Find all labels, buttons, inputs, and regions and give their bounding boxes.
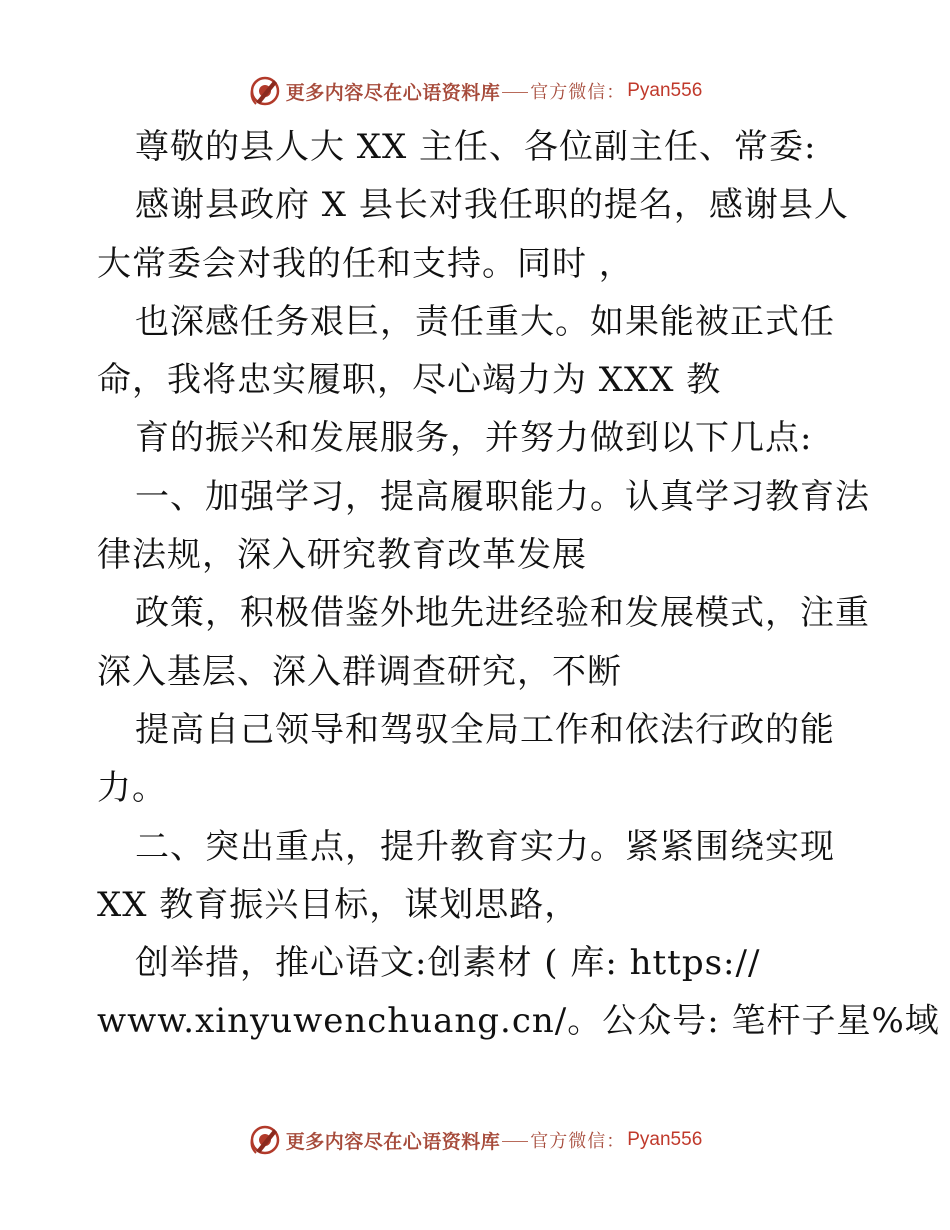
salutation: 尊敬的县人大 XX 主任、各位副主任、常委: bbox=[135, 127, 817, 167]
banner-title: 更多内容尽在心语资料库 bbox=[285, 81, 501, 104]
paragraph-line: 也深感任务艰巨，责任重大。如果能被正式任 bbox=[135, 301, 835, 342]
banner-wechat-id: Pyan556 bbox=[627, 1129, 703, 1150]
paragraph-line: 提高自己领导和驾驭全局工作和依法行政的能 bbox=[135, 709, 835, 750]
paragraph-line: 感谢县政府 X 县长对我任职的提名，感谢县人 bbox=[135, 185, 849, 226]
paragraph-line: www.xinyuwenchuang.cn/。公众号: 笔杆子星%域 bbox=[97, 1001, 940, 1042]
banner-wechat-label: 官方微信： bbox=[530, 1131, 626, 1152]
banner-title: 更多内容尽在心语资料库 bbox=[285, 1130, 501, 1153]
paragraph-line: XX 教育振兴目标，谋划思路， bbox=[97, 884, 580, 925]
banner-divider bbox=[502, 1141, 528, 1142]
paragraph-line: 律法规，深入研究教育改革发展 bbox=[97, 535, 587, 576]
quill-logo-icon bbox=[248, 74, 282, 108]
paragraph-line: 命，我将忠实履职，尽心竭力为 XXX 教 bbox=[97, 360, 722, 401]
paragraph-line: 大常委会对我的任和支持。同时 ， bbox=[97, 243, 634, 284]
banner-wechat-label: 官方微信： bbox=[530, 82, 626, 103]
footer-banner bbox=[0, 1120, 950, 1160]
section-heading-line: 二、突出重点，提升教育实力。紧紧围绕实现 bbox=[135, 826, 835, 867]
quill-logo-icon bbox=[248, 1123, 282, 1157]
paragraph-line: 育的振兴和发展服务，并努力做到以下几点: bbox=[135, 418, 813, 459]
header-banner bbox=[0, 71, 950, 111]
banner-divider bbox=[502, 92, 528, 93]
paragraph-line: 政策，积极借鉴外地先进经验和发展模式，注重 bbox=[135, 593, 870, 634]
paragraph-line: 力。 bbox=[97, 768, 167, 809]
document-body bbox=[97, 118, 940, 1051]
paragraph-line: 创举措，推心语文:创素材 ( 库: https:// bbox=[135, 943, 761, 984]
section-heading-line: 一、加强学习，提高履职能力。认真学习教育法 bbox=[135, 476, 870, 517]
banner-wechat-id: Pyan556 bbox=[627, 80, 703, 101]
paragraph-line: 深入基层、深入群调查研究，不断 bbox=[97, 651, 622, 692]
